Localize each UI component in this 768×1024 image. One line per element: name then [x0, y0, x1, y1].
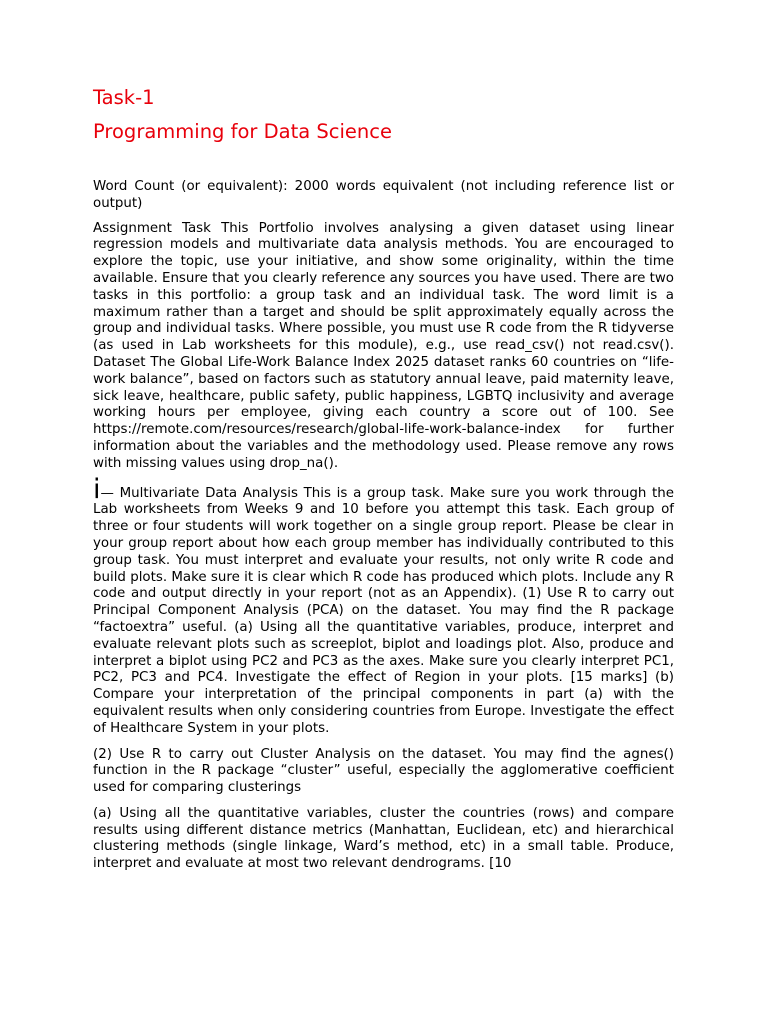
cluster-part-a-paragraph: (a) Using all the quantitative variables, cluster the countries (rows) and compare results using different distance metrics (Manhattan, Euclidean, etc) and hierarchical clustering methods (single linkage, Ward’s method, etc) in a small table. Produce, interpret and evaluate at most two relevant dendrograms. [10: [93, 805, 674, 872]
section-i-paragraph: [93, 473, 674, 738]
document-page: [93, 84, 674, 882]
section-i-marker: i: [93, 473, 101, 505]
task-label: Task-1: [93, 86, 155, 109]
section-i-text: — Multivariate Data Analysis This is a group task. Make sure you work through the Lab worksheets from Weeks 9 and 10 before you attempt this task. Each group of three or four students will work together on a single group report. Please be clear in your group report about how each group member has individually contributed to this group task. You must interpret and evaluate your results, not only write R code and build plots. Make sure it is clear which R code has produced which plots. Include any R code and output directly in your report (not as an Appendix). (1) Use R to carry out Principal Component Analysis (PCA) on the dataset. You may find the R package “factoextra” useful. (a) Using all the quantitative variables, produce, interpret and evaluate relevant plots such as screeplot, biplot and loadings plot. Also, produce and interpret a biplot using PC2 and PC3 as the axes. Make sure you clearly interpret PC1, PC2, PC3 and PC4. Investigate the effect of Region in your plots. [15 marks] (b) Compare your interpretation of the principal components in part (a) with the equivalent results when only considering countries from Europe. Investigate the effect of Healthcare System in your plots.: [93, 485, 674, 736]
word-count-paragraph: Word Count (or equivalent): 2000 words equivalent (not including reference list or output): [93, 179, 674, 211]
cluster-intro-paragraph: (2) Use R to carry out Cluster Analysis on the dataset. You may find the agnes() function in the R package “cluster” useful, especially the agglomerative coefficient used for comparing clusterings: [93, 746, 674, 796]
assignment-intro-paragraph: Assignment Task This Portfolio involves analysing a given dataset using linear regression models and multivariate data analysis methods. You are encouraged to explore the topic, use your initiative, and show some originality, within the time available. Ensure that you clearly reference any sources you have used. There are two tasks in this portfolio: a group task and an individual task. The word limit is a maximum rather than a target and should be split approximately equally across the group and individual tasks. Where possible, you must use R code from the R tidyverse (as used in Lab worksheets for this module), e.g., use read_csv() not read.csv(). Dataset The Global Life-Work Balance Index 2025 dataset ranks 60 countries on “life-work balance”, based on factors such as statutory annual leave, paid maternity leave, sick leave, healthcare, public safety, public happiness, LGBTQ inclusivity and average working hours per employee, giving each country a score out of 100. See https://remote.com/resources/research/global-life-work-balance-index for further information about the variables and the methodology used. Please remove any rows with missing values using drop_na().: [93, 220, 674, 471]
spacer: [93, 146, 674, 179]
module-title: Programming for Data Science: [93, 120, 392, 143]
